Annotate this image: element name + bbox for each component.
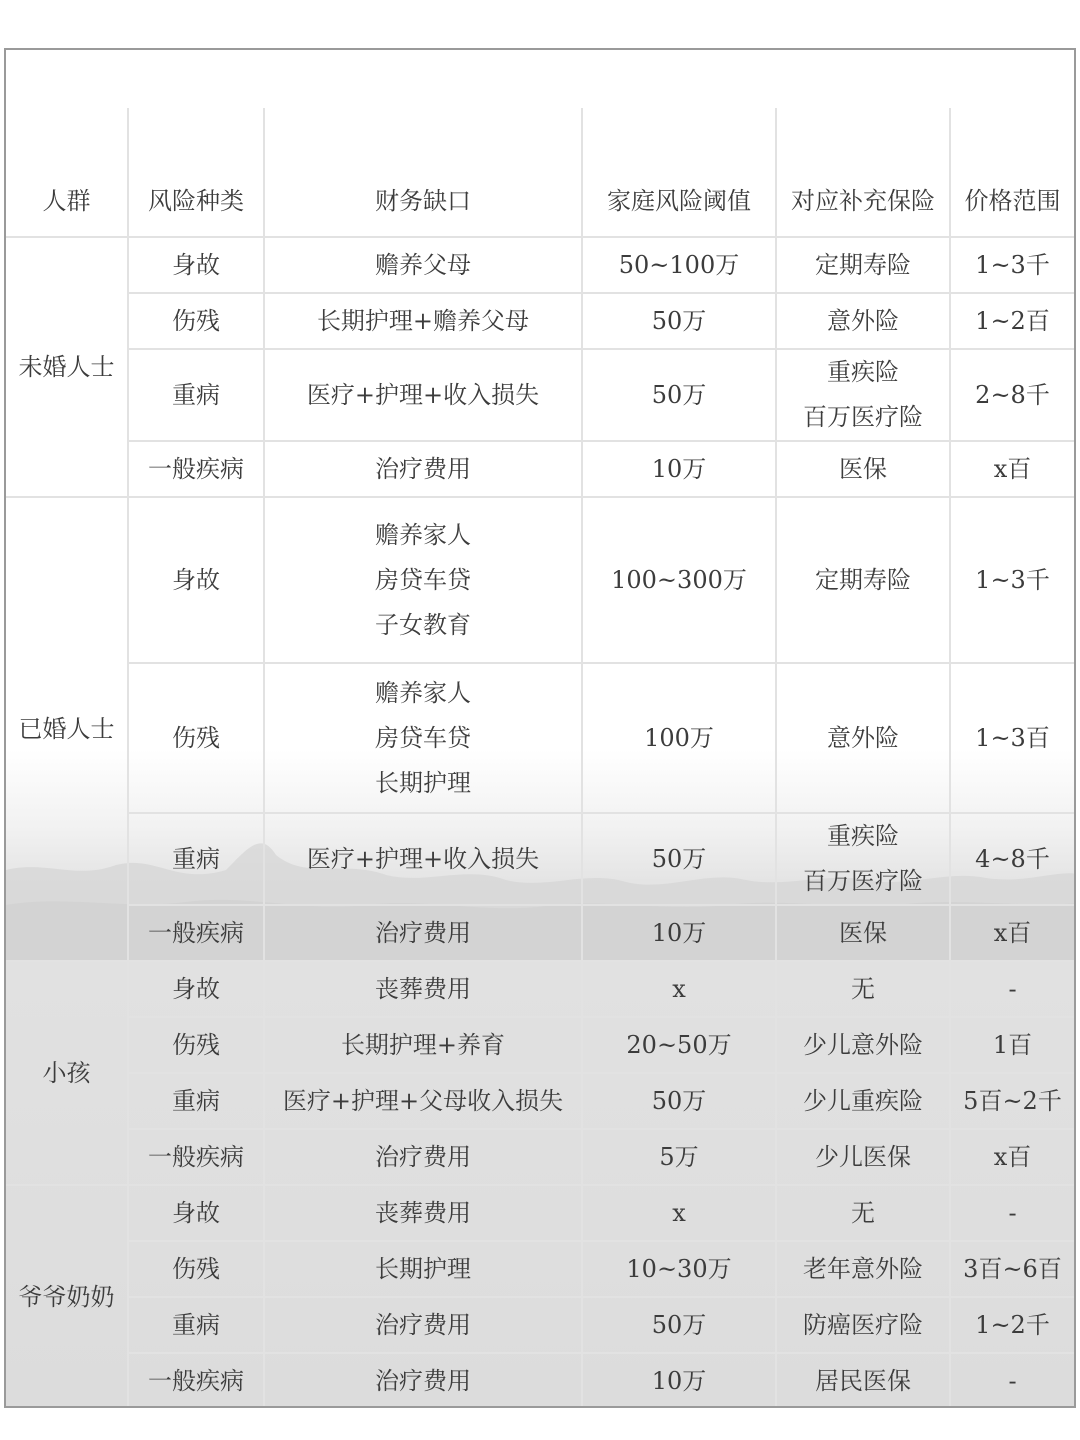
risk-type-cell: 身故 — [128, 1185, 264, 1241]
financial-gap-cell-line: 长期护理+赡养父母 — [316, 306, 530, 335]
risk-type-cell: 重病 — [128, 349, 264, 441]
table-body — [6, 237, 1074, 1408]
financial-gap-cell — [264, 1185, 582, 1241]
financial-gap-cell — [264, 497, 582, 663]
group-label: 小孩 — [6, 961, 128, 1185]
financial-gap-cell-line: 赡养父母 — [375, 250, 471, 279]
header-price-range: 价格范围 — [950, 108, 1074, 237]
financial-gap-cell-line: 医疗+护理+父母收入损失 — [282, 1086, 564, 1115]
insurance-table-card — [4, 48, 1076, 1408]
financial-gap-cell — [264, 349, 582, 441]
threshold-cell: x — [582, 961, 776, 1017]
risk-type-cell: 重病 — [128, 1297, 264, 1353]
table-row — [6, 497, 1074, 663]
financial-gap-cell — [264, 1353, 582, 1408]
insurance-cell — [776, 1073, 950, 1129]
insurance-cell — [776, 497, 950, 663]
table-row — [6, 293, 1074, 349]
financial-gap-cell-line: 丧葬费用 — [375, 1198, 471, 1227]
insurance-cell-line: 老年意外险 — [803, 1254, 923, 1283]
insurance-cell-line: 防癌医疗险 — [803, 1310, 923, 1339]
financial-gap-cell-line: 赡养家人 — [375, 520, 471, 549]
price-cell: - — [950, 1353, 1074, 1408]
insurance-cell — [776, 905, 950, 961]
table-row — [6, 663, 1074, 813]
risk-type-cell: 伤残 — [128, 1017, 264, 1073]
financial-gap-cell-line: 治疗费用 — [375, 1367, 471, 1395]
group-label: 已婚人士 — [6, 497, 128, 961]
insurance-cell-line: 百万医疗险 — [803, 403, 923, 431]
threshold-cell: 20~50万 — [582, 1017, 776, 1073]
financial-gap-cell-line: 房贷车贷 — [375, 565, 471, 594]
insurance-cell-line: 少儿医保 — [815, 1142, 911, 1171]
threshold-cell: 50~100万 — [582, 237, 776, 293]
insurance-cell-line: 医保 — [839, 918, 887, 947]
table-row — [6, 1129, 1074, 1185]
insurance-cell — [776, 663, 950, 813]
financial-gap-cell-line: 长期护理 — [375, 768, 471, 797]
group-label: 爷爷奶奶 — [6, 1185, 128, 1408]
insurance-cell-line: 定期寿险 — [815, 565, 911, 594]
insurance-cell-line: 医保 — [839, 454, 887, 483]
table-row — [6, 1185, 1074, 1241]
table-row — [6, 237, 1074, 293]
group-label: 未婚人士 — [6, 237, 128, 497]
header-group: 人群 — [42, 187, 91, 215]
financial-gap-cell-line: 治疗费用 — [375, 454, 471, 483]
table-row — [6, 441, 1074, 497]
table-row — [6, 1353, 1074, 1408]
header-financial-gap: 财务缺口 — [264, 108, 582, 237]
insurance-cell — [776, 1017, 950, 1073]
threshold-cell: 100万 — [582, 663, 776, 813]
table-row — [6, 1073, 1074, 1129]
price-cell: 4~8千 — [950, 813, 1074, 905]
insurance-cell-line: 百万医疗险 — [803, 867, 923, 895]
price-cell: - — [950, 961, 1074, 1017]
price-cell: 5百~2千 — [950, 1073, 1074, 1129]
insurance-cell-line: 重疾险 — [827, 358, 899, 386]
risk-type-cell: 重病 — [128, 1073, 264, 1129]
financial-gap-cell — [264, 1073, 582, 1129]
table-row — [6, 961, 1074, 1017]
insurance-cell — [776, 293, 950, 349]
threshold-cell: 50万 — [582, 349, 776, 441]
financial-gap-cell — [264, 1129, 582, 1185]
insurance-cell-line: 无 — [851, 974, 875, 1003]
financial-gap-cell — [264, 293, 582, 349]
financial-gap-cell — [264, 961, 582, 1017]
insurance-cell — [776, 1129, 950, 1185]
insurance-cell — [776, 961, 950, 1017]
insurance-cell — [776, 1353, 950, 1408]
risk-type-cell: 身故 — [128, 497, 264, 663]
table-row — [6, 1017, 1074, 1073]
insurance-cell — [776, 441, 950, 497]
risk-insurance-table — [6, 108, 1074, 1408]
price-cell: x百 — [950, 1129, 1074, 1185]
financial-gap-cell-line: 子女教育 — [375, 610, 471, 639]
header-insurance: 对应补充保险 — [776, 108, 950, 237]
price-cell: 1~2千 — [950, 1297, 1074, 1353]
risk-type-cell: 一般疾病 — [128, 1129, 264, 1185]
financial-gap-cell — [264, 663, 582, 813]
risk-type-cell: 伤残 — [128, 1241, 264, 1297]
table-row — [6, 905, 1074, 961]
insurance-cell — [776, 237, 950, 293]
insurance-cell-line: 居民医保 — [815, 1367, 911, 1395]
price-cell: x百 — [950, 905, 1074, 961]
insurance-cell-line: 无 — [851, 1198, 875, 1227]
financial-gap-cell-line: 医疗+护理+收入损失 — [306, 844, 540, 873]
financial-gap-cell — [264, 1297, 582, 1353]
table-row — [6, 1241, 1074, 1297]
threshold-cell: 50万 — [582, 1073, 776, 1129]
price-cell: 2~8千 — [950, 349, 1074, 441]
price-cell: 1~3千 — [950, 497, 1074, 663]
financial-gap-cell-line: 丧葬费用 — [375, 974, 471, 1003]
price-cell: - — [950, 1185, 1074, 1241]
financial-gap-cell-line: 医疗+护理+收入损失 — [306, 380, 540, 409]
threshold-cell: 50万 — [582, 293, 776, 349]
threshold-cell: x — [582, 1185, 776, 1241]
insurance-cell-line: 少儿重疾险 — [803, 1086, 923, 1115]
price-cell: 3百~6百 — [950, 1241, 1074, 1297]
header-risk-threshold: 家庭风险阈值 — [582, 108, 776, 237]
price-cell: 1~3百 — [950, 663, 1074, 813]
price-cell: 1百 — [950, 1017, 1074, 1073]
insurance-cell-line: 定期寿险 — [815, 250, 911, 279]
insurance-cell — [776, 813, 950, 905]
price-cell: 1~3千 — [950, 237, 1074, 293]
financial-gap-cell-line: 治疗费用 — [375, 1310, 471, 1339]
threshold-cell: 100~300万 — [582, 497, 776, 663]
header-risk-type: 风险种类 — [128, 108, 264, 237]
financial-gap-cell — [264, 237, 582, 293]
insurance-cell-line: 意外险 — [827, 723, 899, 752]
insurance-cell — [776, 1185, 950, 1241]
financial-gap-cell — [264, 1241, 582, 1297]
financial-gap-cell-line: 赡养家人 — [375, 678, 471, 707]
financial-gap-cell-line: 长期护理 — [375, 1254, 471, 1283]
threshold-cell: 50万 — [582, 813, 776, 905]
price-cell: 1~2百 — [950, 293, 1074, 349]
insurance-cell — [776, 349, 950, 441]
risk-type-cell: 一般疾病 — [128, 905, 264, 961]
table-row — [6, 1297, 1074, 1353]
insurance-cell — [776, 1241, 950, 1297]
threshold-cell: 10万 — [582, 905, 776, 961]
threshold-cell: 10万 — [582, 1353, 776, 1408]
price-cell: x百 — [950, 441, 1074, 497]
risk-type-cell: 伤残 — [128, 663, 264, 813]
table-row — [6, 813, 1074, 905]
financial-gap-cell-line: 长期护理+养育 — [340, 1030, 506, 1059]
risk-type-cell: 身故 — [128, 961, 264, 1017]
financial-gap-cell — [264, 905, 582, 961]
financial-gap-cell — [264, 1017, 582, 1073]
insurance-cell-line: 少儿意外险 — [803, 1030, 923, 1059]
risk-type-cell: 重病 — [128, 813, 264, 905]
risk-type-cell: 伤残 — [128, 293, 264, 349]
risk-type-cell: 一般疾病 — [128, 441, 264, 497]
risk-type-cell: 身故 — [128, 237, 264, 293]
insurance-cell — [776, 1297, 950, 1353]
threshold-cell: 10万 — [582, 441, 776, 497]
threshold-cell: 10~30万 — [582, 1241, 776, 1297]
threshold-cell: 5万 — [582, 1129, 776, 1185]
header-row — [6, 108, 1074, 237]
financial-gap-cell — [264, 441, 582, 497]
financial-gap-cell-line: 治疗费用 — [375, 918, 471, 947]
insurance-cell-line: 意外险 — [827, 306, 899, 335]
insurance-cell-line: 重疾险 — [827, 822, 899, 850]
financial-gap-cell-line: 治疗费用 — [375, 1142, 471, 1171]
risk-type-cell: 一般疾病 — [128, 1353, 264, 1408]
table-row — [6, 349, 1074, 441]
financial-gap-cell — [264, 813, 582, 905]
financial-gap-cell-line: 房贷车贷 — [375, 723, 471, 752]
threshold-cell: 50万 — [582, 1297, 776, 1353]
